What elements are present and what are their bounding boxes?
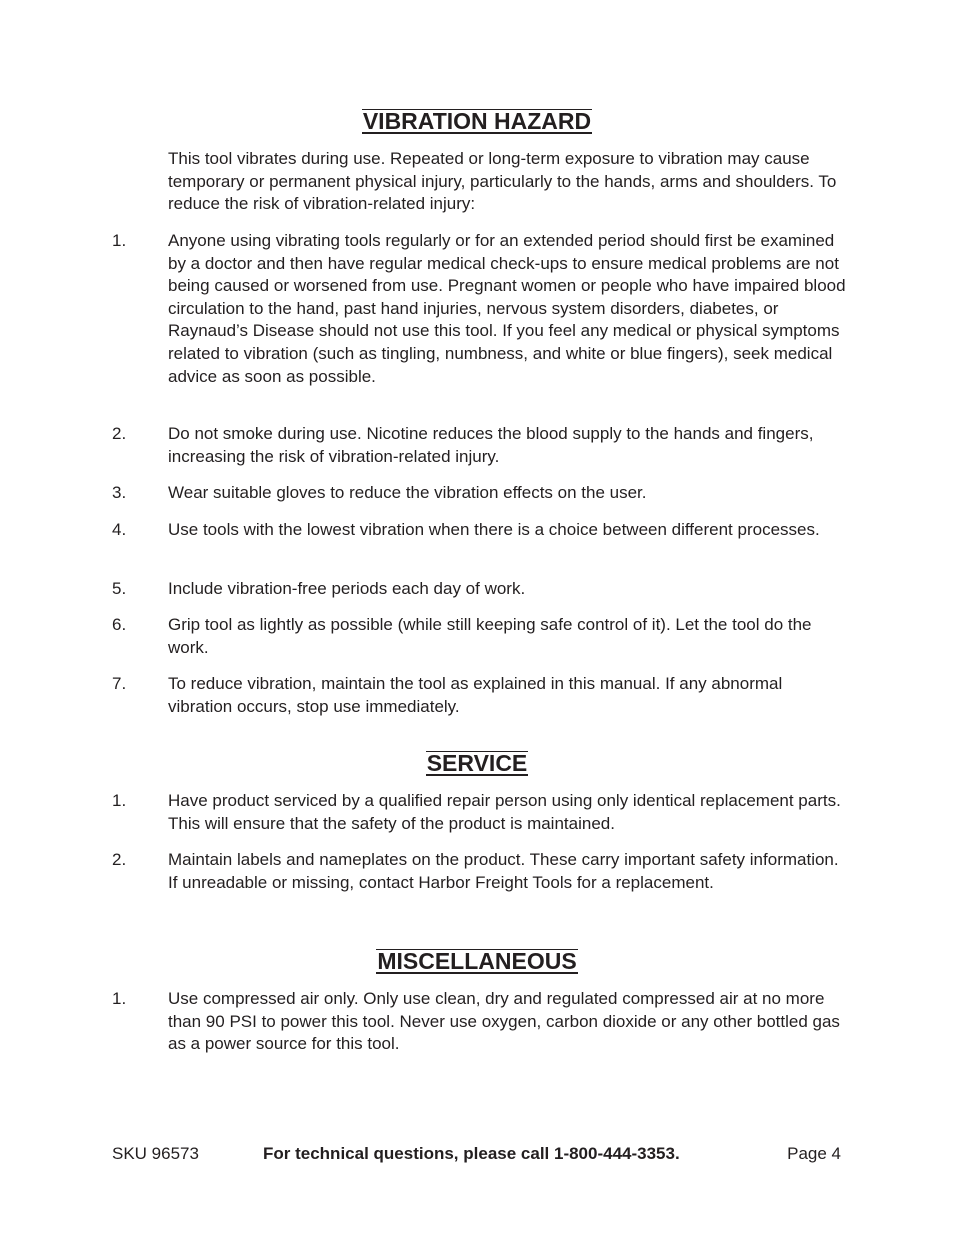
item-number: 2. <box>112 850 127 869</box>
item-number: 1. <box>112 989 127 1008</box>
item-number: 4. <box>112 520 127 539</box>
item-text: Grip tool as lightly as possible (while still keeping safe control of it). Let the tool do the work. <box>168 615 812 657</box>
sku-label: SKU 96573 <box>112 1144 199 1163</box>
item-text: To reduce vibration, maintain the tool as explained in this manual. If any abnormal vibration occurs, stop use immediately. <box>168 674 783 716</box>
item-number: 1. <box>112 231 127 250</box>
item-number: 6. <box>112 615 127 634</box>
item-text: Use compressed air only. Only use clean, dry and regulated compressed air at no more than 90 PSI to power this tool. Never use oxygen, carbon dioxide or any other bottled gas as a power source for this tool. <box>168 989 840 1054</box>
item-text: Have product serviced by a qualified repair person using only identical replacement parts. This will ensure that the safety of the product is maintained. <box>168 791 841 833</box>
item-text: Use tools with the lowest vibration when there is a choice between different processes. <box>168 520 820 539</box>
vibration-intro: This tool vibrates during use. Repeated or long-term exposure to vibration may cause temporary or permanent physical injury, particularly to the hands, arms and shoulders. To reduce the risk of vibration-related injury: <box>168 149 837 214</box>
page-footer <box>0 1142 954 1166</box>
service-heading: SERVICE <box>426 750 528 776</box>
item-number: 1. <box>112 791 127 810</box>
page-number: Page 4 <box>787 1144 841 1163</box>
item-number: 3. <box>112 483 127 502</box>
item-text: Maintain labels and nameplates on the product. These carry important safety information. If unreadable or missing, contact Harbor Freight Tools for a replacement. <box>168 850 839 892</box>
item-text: Anyone using vibrating tools regularly or for an extended period should first be examined by a doctor and then have regular medical check-ups to ensure medical problems are not being caused or worsened from use. Pregnant women or people who have impaired blood circulation to the hand, past hand injuries, nervous system disorders, diabetes, or Raynaud’s Disease should not use this tool. If you feel any medical or physical symptoms related to vibration (such as tingling, numbness, and white or blue fingers), seek medical advice as soon as possible. <box>168 231 846 386</box>
vibration-hazard-heading: VIBRATION HAZARD <box>362 108 592 134</box>
item-text: Wear suitable gloves to reduce the vibration effects on the user. <box>168 483 647 502</box>
item-number: 5. <box>112 579 127 598</box>
item-text: Include vibration-free periods each day of work. <box>168 579 526 598</box>
technical-support-line: For technical questions, please call 1-800-444-3353. <box>263 1144 680 1163</box>
item-text: Do not smoke during use. Nicotine reduces the blood supply to the hands and fingers, increasing the risk of vibration-related injury. <box>168 424 814 466</box>
item-number: 7. <box>112 674 127 693</box>
miscellaneous-heading: MISCELLANEOUS <box>377 948 577 974</box>
item-number: 2. <box>112 424 127 443</box>
